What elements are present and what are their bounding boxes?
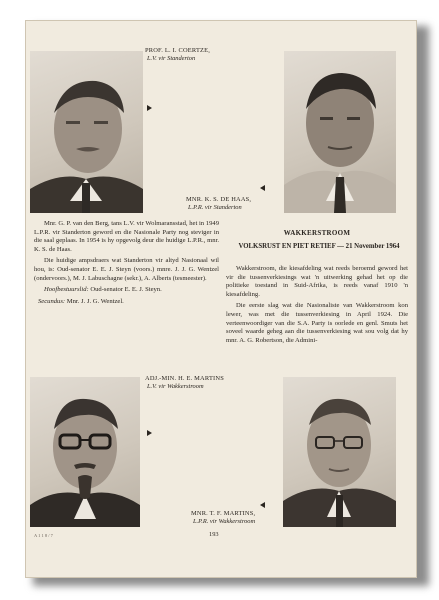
- caption-dehaas: [186, 196, 251, 212]
- caption-coertze-role: L.V. vir Standerton: [147, 55, 196, 62]
- caption-coertze: [145, 47, 210, 63]
- caption-martins-tf-role: L.P.R. vir Wakkerstroom: [193, 518, 256, 525]
- section-subheading: VOLKSRUST EN PIET RETIEF — 21 November 1964: [238, 243, 400, 250]
- portrait-coertze-image: [30, 51, 143, 213]
- right-paragraph-1: Wakkerstroom, die kiesafdeling wat reeds beroemd geword het vir die tussenverkiesings wat 'n uitwerking gehad het op die politieke toestand in Suid-Afrika, is reeds vanaf 1910 'n kiesafdeling.: [226, 265, 408, 298]
- hoofbestuurslid-text: Oud-senator E. E. J. Steyn.: [88, 286, 162, 294]
- portrait-martins-he-image: [30, 377, 140, 527]
- page-number: 193: [209, 531, 219, 538]
- left-column-text: [34, 220, 219, 309]
- left-paragraph-4: [34, 298, 219, 307]
- caption-dehaas-name: MNR. K. S. DE HAAS,: [186, 196, 252, 203]
- document-page: [25, 20, 417, 578]
- right-column-text: [226, 265, 408, 348]
- caption-martins-he-role: L.V. vir Wakkerstroom: [147, 383, 204, 390]
- arrow-left-icon: [260, 502, 265, 508]
- portrait-dehaas: [284, 51, 396, 213]
- portrait-martins-he: [30, 377, 140, 527]
- secundus-label: Secundus:: [38, 297, 66, 305]
- portrait-martins-tf-image: [283, 377, 396, 527]
- caption-martins-he-name: ADJ.-MIN. H. E. MARTINS: [145, 375, 224, 382]
- print-code: A 1 1 8 / 7: [34, 533, 53, 538]
- portrait-dehaas-image: [284, 51, 396, 213]
- section-heading: WAKKERSTROOM: [283, 229, 351, 237]
- right-paragraph-2: Die eerste slag wat die Nasionaliste van Wakkerstroom kon lewer, was met die tussenverkiesing in April 1924. Die verteenwoordiger van die S.A. Party is oorlede en genl. Smuts het soveel waarde geheg aan die tussenverkiesing wat sou volg dat hy mnr. A. G. Robertson, die Admini-: [226, 302, 408, 344]
- caption-coertze-name: PROF. L. I. COERTZE,: [145, 47, 211, 54]
- caption-martins-tf: [191, 510, 255, 526]
- portrait-coertze: [30, 51, 143, 213]
- caption-dehaas-role: L.P.R. vir Standerton: [188, 204, 242, 211]
- arrow-right-icon: [147, 105, 152, 111]
- left-paragraph-2: Die huidige ampsdraers wat Standerton vir altyd Nasionaal wil hou, is: Oud-senator E. E. J. Steyn (voors.) mnre. J. J. G. Wentzel (ondervoors.), M. J. Labuschagne (sekr.), A. Alberts (tesmeester).: [34, 257, 219, 282]
- arrow-left-icon: [260, 185, 265, 191]
- left-paragraph-1: Mnr. G. P. van den Berg, tans L.V. vir Wolmaransstad, het in 1949 L.P.R. vir Standerton geword en die Nasionale Party nog steviger in die saal geplaas. In 1954 is hy opgevolg deur die huidige L.P.R., mnr. K. S. de Haas.: [34, 220, 219, 253]
- caption-martins-tf-name: MNR. T. F. MARTINS,: [191, 510, 256, 517]
- hoofbestuurslid-label: Hoofbestuurslid:: [44, 286, 89, 294]
- secundus-text: Mnr. J. J. G. Wentzel.: [65, 297, 124, 305]
- portrait-martins-tf: [283, 377, 396, 527]
- caption-martins-he: [145, 375, 224, 391]
- left-paragraph-3: [34, 286, 219, 295]
- arrow-right-icon: [147, 430, 152, 436]
